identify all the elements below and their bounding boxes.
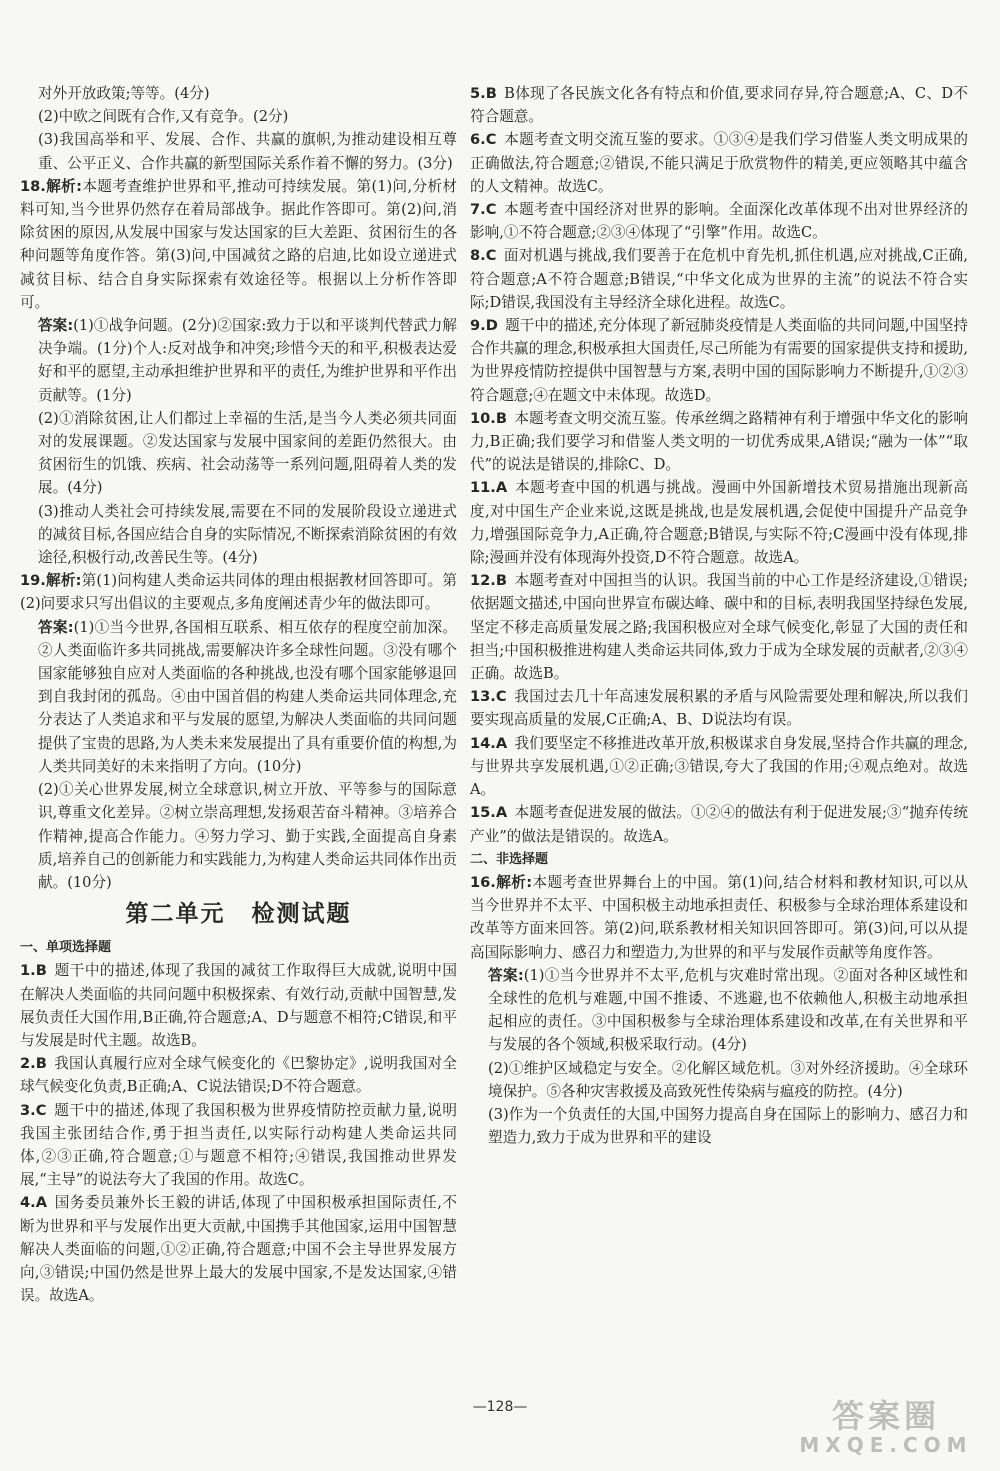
paragraph-text: 本题考查中国经济对世界的影响。全面深化改革体现不出对世界经济的影响,①不符合题意;②③④体现了“引擎”作用。故选C。 (470, 201, 968, 242)
question-number: 2.B (20, 1055, 47, 1073)
watermark-main-text: 答案圈 (831, 1397, 940, 1435)
answer-paragraph (470, 964, 968, 1057)
question-number: 19. (20, 572, 46, 590)
paragraph-text: (1)①当今世界,各国相互联系、相互依存的程度空前加深。②人类面临许多共同挑战,需要解决许多全球性问题。③没有哪个国家能够独自应对人类面临的各种挑战,也没有哪个国家能够退回到自我封闭的孤岛。④由中国首倡的构建人类命运共同体理念,充分表达了人类追求和平与发展的愿望,为解决人类面临的共同问题提供了宝贵的思路,为人类未来发展提出了具有重要价值的构想,为人类共同美好的未来指明了方向。(10分) (38, 618, 457, 775)
right-column (470, 82, 968, 1149)
question-number: 16. (470, 873, 496, 891)
question-number: 8.C (470, 247, 497, 265)
answer-item (470, 244, 968, 314)
question-number: 9.D (470, 317, 498, 335)
answer-paragraph (20, 105, 457, 128)
question-number: 15.A (470, 804, 508, 822)
paragraph-text: 本题考查维护世界和平,推动可持续发展。第(1)问,分析材料可知,当今世界仍然存在着局部战争。据此作答即可。第(2)问,消除贫困的原因,从发展中国家与发达国家的巨大差距、贫困衍生的各种问题等角度作答。第(3)问,中国减贫之路的启迪,比如设立递进式减贫目标、结合自身实际探索有效途径等。根据以上分析作答即可。 (20, 177, 458, 311)
answer-item (470, 407, 968, 477)
answer-item (470, 732, 968, 802)
answer-paragraph (20, 407, 457, 500)
answer-item (470, 685, 968, 731)
question-number: 13.C (470, 688, 507, 706)
paragraph-text: (1)①战争问题。(2分)②国家:致力于以和平谈判代替武力解决争端。(1分)个人:反对战争和冲突;珍惜今天的和平,积极表达爱好和平的愿望,主动承担维护世界和平的责任,为维护世界和平作出贡献等。(1分) (38, 317, 457, 404)
keyword-label: 解析: (45, 572, 82, 590)
answer-paragraph (20, 128, 457, 174)
question-number: 10.B (470, 409, 507, 427)
answer-item (20, 1052, 457, 1098)
paragraph-text: (2)①关心世界发展,树立全球意识,树立开放、平等参与的国际意识,尊重文化差异。②树立崇高理想,发扬艰苦奋斗精神。③培养合作精神,提高合作能力。④努力学习、勤于实践,全面提高自身素质,培养自己的创新能力和实践能力,为构建人类命运共同体作出贡献。(10分) (38, 781, 457, 891)
paragraph-text: (2)中欧之间既有合作,又有竞争。(2分) (38, 108, 289, 126)
question-number: 14.A (470, 734, 508, 752)
paragraph-text: 面对机遇与挑战,我们要善于在危机中育先机,抓住机遇,应对挑战,C正确,符合题意;A不符合题意;B错误,“中华文化成为世界的主流”的说法不符合实际;D错误,我国没有主导经济全球化进程。故选C。 (470, 247, 968, 311)
paragraph-text: 题干中的描述,体现了我国的减贫工作取得巨大成就,说明中国在解决人类面临的共同问题中积极探索、有效行动,贡献中国智慧,发展负责任大国作用,B正确,符合题意;A、D与题意不相符;C错误,和平与发展是时代主题。故选B。 (20, 962, 457, 1049)
paragraph-text: (3)作为一个负责任的大国,中国努力提高自身在国际上的影响力、感召力和塑造力,致力于成为世界和平的建设 (488, 1105, 968, 1147)
paragraph-text: 题干中的描述,充分体现了新冠肺炎疫情是人类面临的共同问题,中国坚持合作共赢的理念,积极承担大国责任,尽己所能为有需要的国家提供支持和援助,为世界疫情防控提供中国智慧与方案,表明中国的国际影响力不断提升,①②③符合题意;④在题文中未体现。故选D。 (470, 317, 968, 404)
keyword-label: 答案: (488, 966, 524, 984)
paragraph-text: 我国过去几十年高速发展积累的矛盾与风险需要处理和解决,所以我们要实现高质量的发展,C正确;A、B、D说法均有误。 (470, 688, 968, 729)
paragraph-text: 对外开放政策;等等。(4分) (38, 85, 210, 102)
paragraph-text: (2)①维护区域稳定与安全。②化解区域危机。③对外经济援助。④全球环境保护。⑤各种灾害救援及高致死性传染病与瘟疫的防控。(4分) (488, 1059, 968, 1100)
answer-paragraph (20, 616, 457, 778)
unit-title (20, 898, 457, 930)
watermark-logo (798, 1398, 974, 1458)
paragraph-text: 国务委员兼外长王毅的讲话,体现了中国积极承担国际责任,不断为世界和平与发展作出更大贡献,中国携手其他国家,运用中国智慧解决人类面临的问题,①②正确,符合题意;中国不会主导世界发展方向,③错误;中国仍然是世界上最大的发展中国家,不是发达国家,④错误。故选A。 (20, 1194, 457, 1305)
paragraph-text: (3)推动人类社会可持续发展,需要在不同的发展阶段设立递进式的减贫目标,各国应结合自身的实际情况,不断探索消除贫困的有效途径,积极行动,改善民生等。(4分) (38, 502, 457, 567)
paragraph-text: (1)①当今世界并不太平,危机与灾难时常出现。②面对各种区域性和全球性的危机与难题,中国不推诿、不逃避,也不依赖他人,积极主动地承担起相应的责任。③中国积极参与全球治理体系建设和改革,在有关世界和平与发展的各个领域,积极采取行动。(4分) (488, 966, 968, 1054)
paragraph-text: 我们要坚定不移推进改革开放,积极谋求自身发展,坚持合作共赢的理念,与世界共享发展机遇,①②正确;③错误,夸大了我国的作用;④观点绝对。故选A。 (470, 734, 968, 799)
answer-item (470, 198, 968, 244)
keyword-label: 答案: (38, 618, 74, 636)
unit-title-part: 第二单元 (125, 901, 226, 928)
left-column (20, 82, 457, 1307)
keyword-label: 答案: (38, 317, 74, 335)
question-number: 7.C (470, 201, 497, 219)
question-number: 6.C (470, 131, 497, 149)
paragraph-text: 我国认真履行应对全球气候变化的《巴黎协定》,说明我国对全球气候变化负责,B正确;A、C说法错误;D不符合题意。 (20, 1055, 457, 1096)
paragraph-text: 题干中的描述,体现了我国积极为世界疫情防控贡献力量,说明我国主张团结合作,勇于担当责任,以实际行动构建人类命运共同体,②③正确,符合题意;①与题意不相符;④错误,我国推动世界发展,“主导”的说法夸大了我国的作用。故选C。 (20, 1101, 457, 1189)
answer-paragraph (470, 1103, 968, 1149)
answer-item (470, 871, 968, 964)
answer-paragraph (20, 82, 457, 105)
unit-title-part: 检测试题 (251, 901, 352, 928)
question-number: 1.B (20, 962, 47, 980)
answer-item (20, 1099, 457, 1192)
paragraph-text: 本题考查中国的机遇与挑战。漫画中外国新增技术贸易措施出现新高度,对中国生产企业来说,这既是挑战,也是发展机遇,会促使中国提升产品竞争力,增强国际竞争力,A正确,符合题意;B错误,与实际不符;C漫画中没有体现,排除;漫画并没有体现海外投资,D不符合题意。故选A。 (470, 479, 968, 567)
answer-paragraph (20, 314, 457, 407)
answer-item (470, 82, 968, 128)
question-number: 18. (20, 177, 46, 195)
answer-item (470, 476, 968, 569)
paragraph-text: 本题考查促进发展的做法。①②④的做法有利于促进发展;③“抛弃传统产业”的做法是错误的。故选A。 (470, 804, 968, 845)
question-number: 4.A (20, 1194, 47, 1212)
paragraph-text: 本题考查对中国担当的认识。我国当前的中心工作是经济建设,①错误;依据题文描述,中国向世界宣布碳达峰、碳中和的目标,表明我国坚持绿色发展,坚定不移走高质量发展之路;我国积极应对全球气候变化,彰显了大国的责任和担当;中国积极推进构建人类命运共同体,致力于成为全球发展的贡献者,②③④正确。故选B。 (470, 572, 968, 683)
answer-item (470, 801, 968, 847)
paragraph-text: 第(1)问构建人类命运共同体的理由根据教材回答即可。第(2)问要求只写出倡议的主要观点,多角度阐述青少年的做法即可。 (20, 572, 457, 613)
paragraph-text: 本题考查世界舞台上的中国。第(1)问,结合材料和教材知识,可以从当今世界并不太平、中国积极主动地承担责任、积极参与全球治理体系建设和改革等方面来回答。第(2)问,联系教材相关知识回答即可。第(3)问,可以从提高国际影响力、感召力和塑造力,为世界的和平与发展作贡献等角度作答。 (470, 873, 968, 961)
answer-paragraph (470, 1057, 968, 1103)
answer-item (20, 175, 457, 314)
paragraph-text: 本题考查文明交流互鉴的要求。①③④是我们学习借鉴人类文明成果的正确做法,符合题意;②错误,不能只满足于欣赏物件的精美,更应领略其中蕴含的人文精神。故选C。 (470, 131, 968, 195)
paragraph-text: (3)我国高举和平、发展、合作、共赢的旗帜,为推动建设相互尊重、公平正义、合作共赢的新型国际关系作着不懈的努力。(3分) (38, 131, 457, 172)
question-number: 12.B (470, 572, 507, 590)
paragraph-text: 本题考查文明交流互鉴。传承丝绸之路精神有利于增强中华文化的影响力,B正确;我们要学习和借鉴人类文明的一切优秀成果,A错误;“融为一体”“取代”的说法是错误的,排除C、D。 (470, 409, 968, 474)
page-number: —128— (472, 1399, 528, 1415)
watermark-sub-text: MXQE.COM (799, 1433, 973, 1457)
keyword-label: 解析: (45, 177, 82, 195)
paragraph-text: B体现了各民族文化各有特点和价值,要求同存异,符合题意;A、C、D不符合题意。 (470, 85, 968, 126)
question-number: 11.A (470, 479, 508, 497)
answer-paragraph (20, 500, 457, 570)
answer-item (20, 1191, 457, 1307)
section-heading: 一、单项选择题 (20, 940, 112, 956)
answer-item (470, 128, 968, 198)
question-number: 3.C (20, 1101, 47, 1119)
answer-item (470, 569, 968, 685)
paragraph-text: (2)①消除贫困,让人们都过上幸福的生活,是当今人类必须共同面对的发展课题。②发达国家与发展中国家间的差距仍然很大。由贫困衍生的饥饿、疾病、社会动荡等一系列问题,阻碍着人类的发展。(4分) (38, 409, 457, 497)
section-heading: 二、非选择题 (470, 851, 549, 867)
keyword-label: 解析: (495, 873, 533, 891)
answer-paragraph (20, 778, 457, 894)
question-number: 5.B (470, 85, 497, 102)
answer-item (20, 959, 457, 1052)
answer-item (20, 569, 457, 615)
answer-item (470, 314, 968, 407)
